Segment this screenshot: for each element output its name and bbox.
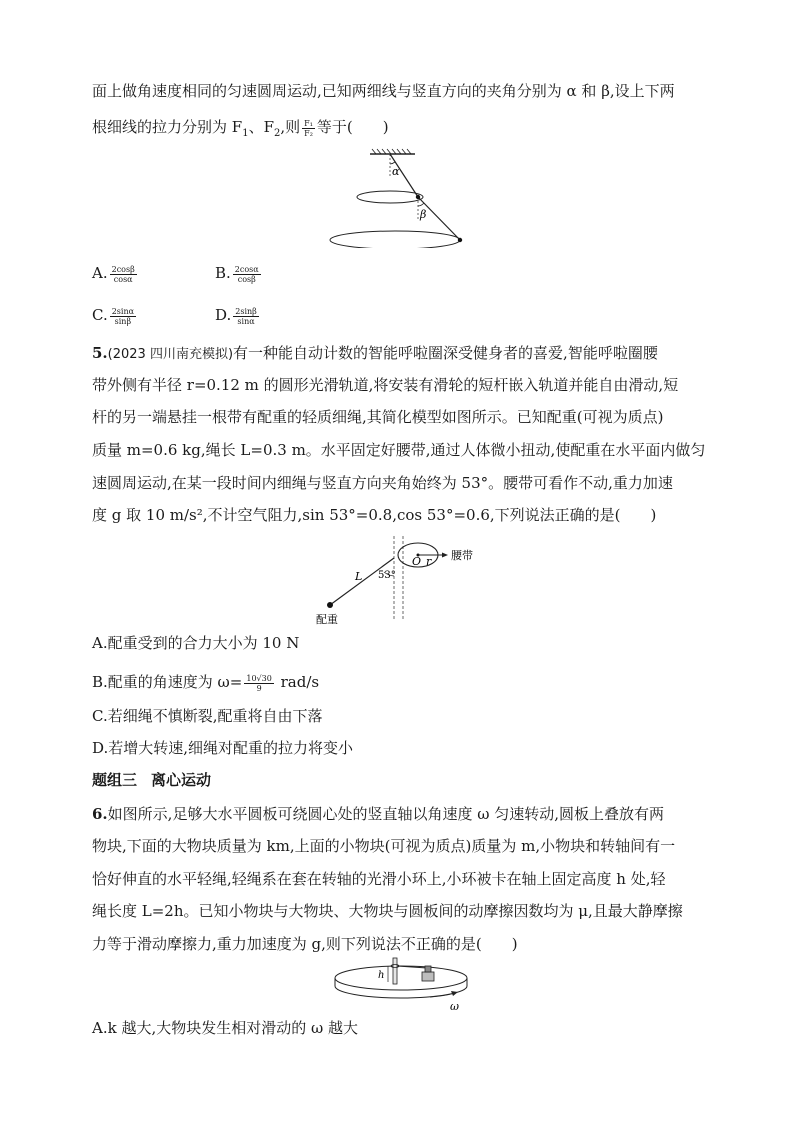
q4-option-b[interactable]: B. $\frac{2\cos\alpha}{\cos\beta}$ (215, 264, 259, 284)
q4-stem-line-1: 面上做角速度相同的匀速圆周运动,已知两细线与竖直方向的夹角分别为 α 和 β,设上下两 (92, 82, 675, 100)
center-o-label: O (412, 555, 422, 568)
q5-stem-line-4: 质量 m=0.6 kg,绳长 L=0.3 m。水平固定好腰带,通过人体微小扭动,使配重在水平面内做匀 (92, 441, 706, 459)
q6-rotating-disk-figure (330, 950, 475, 1015)
group-3-heading: 题组三 离心运动 (92, 771, 212, 789)
q6-stem-line-3: 恰好伸直的水平轻绳,轻绳系在套在转轴的光滑小环上,小环被卡在轴上固定高度 h 处,轻 (92, 870, 666, 888)
omega-label: ω (450, 1000, 459, 1013)
q5-stem-line-1: 5.(2023 四川南充模拟)有一种能自动计数的智能呼啦圈深受健身者的喜爱,智能呼啦圈腰 (92, 344, 658, 362)
beta-label: β (420, 208, 427, 221)
rope-length-label: L (355, 570, 363, 583)
q6-stem-line-1: 6.如图所示,足够大水平圆板可绕圆心处的竖直轴以角速度 ω 匀速转动,圆板上叠放有两 (92, 805, 664, 823)
waist-belt-label: 腰带 (451, 549, 473, 562)
q5-stem-line-5: 速圆周运动,在某一段时间内细绳与竖直方向夹角始终为 53°。腰带可看作不动,重力加速 (92, 474, 673, 492)
q5-source: (2023 四川南充模拟) (107, 347, 234, 362)
q6-stem-line-2: 物块,下面的大物块质量为 km,上面的小物块(可视为质点)质量为 m,小物块和转轴间有一 (92, 837, 676, 855)
q5-option-d[interactable]: D.若增大转速,细绳对配重的拉力将变小 (92, 739, 354, 757)
q5-option-c[interactable]: C.若细绳不慎断裂,配重将自由下落 (92, 707, 323, 725)
ratio-fraction: $\frac{\text{F₁}}{\text{F₂}}$ (304, 118, 313, 138)
alpha-label: α (392, 165, 400, 178)
q4-option-d[interactable]: D. $\frac{2\sin\beta}{\sin\alpha}$ (215, 306, 257, 326)
q4-stem-line-2: 根细线的拉力分别为 $F_1$、$F_2$,则 $\frac{\text{F₁}}{\text{F₂}}$ 等于( ) (92, 118, 389, 139)
q5-stem-line-3: 杆的另一端悬挂一根带有配重的轻质细绳,其简化模型如图所示。已知配重(可视为质点) (92, 408, 664, 426)
radius-label: r (426, 555, 432, 568)
q4-option-a[interactable]: A. $\frac{2\cos\beta}{\cos\alpha}$ (92, 264, 135, 284)
q5-stem-line-6: 度 g 取 10 m/s²,不计空气阻力,sin 53°=0.8,cos 53°=0.6,下列说法正确的是( ) (92, 506, 657, 524)
q6-stem-line-5: 力等于滑动摩擦力,重力加速度为 g,则下列说法不正确的是( ) (92, 935, 518, 953)
q5-option-a[interactable]: A.配重受到的合力大小为 10 N (92, 634, 300, 652)
q5-stem-line-2: 带外侧有半径 r=0.12 m 的圆形光滑轨道,将安装有滑轮的短杆嵌入轨道并能自由滑动,短 (92, 376, 679, 394)
q5-number: 5. (92, 344, 108, 362)
q6-number: 6. (92, 805, 108, 823)
q6-stem-line-4: 绳长度 L=2h。已知小物块与大物块、大物块与圆板间的动摩擦因数均为 μ,且最大静摩擦 (92, 902, 683, 920)
angle-label: 53° (378, 570, 396, 581)
height-label: h (378, 970, 385, 981)
q4-conical-pendulum-figure (325, 148, 475, 248)
q5-hula-hoop-figure (308, 528, 478, 628)
q5-option-b[interactable]: B.配重的角速度为 ω= $\frac{10√30}{9}$ rad/s (92, 673, 320, 693)
counterweight-label: 配重 (316, 613, 338, 626)
q6-option-a[interactable]: A.k 越大,大物块发生相对滑动的 ω 越大 (92, 1019, 358, 1037)
q4-option-c[interactable]: C. $\frac{2\sin\alpha}{\sin\beta}$ (92, 306, 135, 326)
